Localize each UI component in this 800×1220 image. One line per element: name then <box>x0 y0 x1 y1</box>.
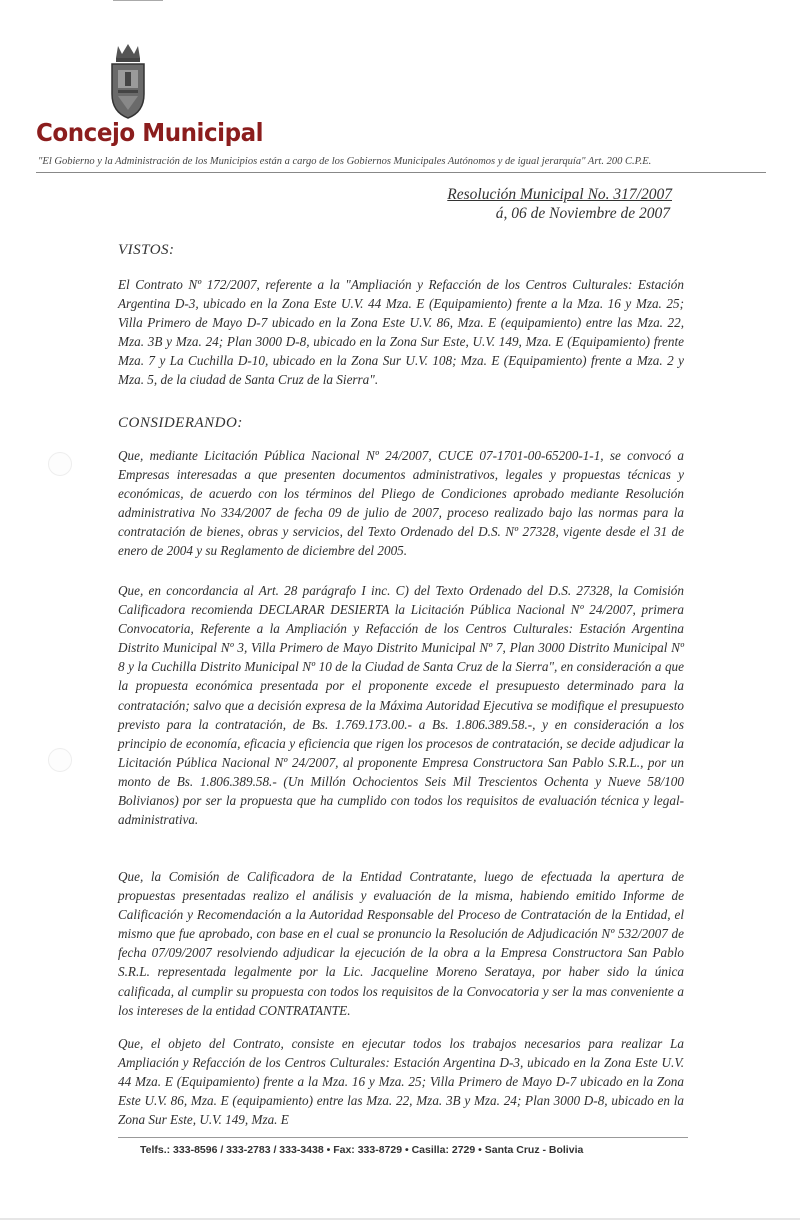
vistos-paragraph: El Contrato Nº 172/2007, referente a la "Ampliación y Refacción de los Centros Culturales: Estación Argentina D-3, ubicado en la Zona Este U.V. 44 Mza. E (Equipamiento) frente a la Mza. 16 y Mza. 25; Villa Primero de Mayo D-7 ubicado en la Zona Este U.V. 86, Mza. E (equipamiento) entre las Mza. 22, Mza. 3B y Mza. 24; Plan 3000 D-8, ubicado en la Zona Sur Este, U.V. 149, Mza. E (Equipamiento) frente Mza. 7 y La Cuchilla D-10, ubicado en la Zona Sur U.V. 108; Mza. E (Equipamiento) frente a Mza. 2 y Mza. 5, de la ciudad de Santa Cruz de la Sierra". <box>118 277 684 388</box>
resolution-number: Resolución Municipal No. 317/2007 <box>447 186 672 203</box>
considerando-paragraph-2: Que, en concordancia al Art. 28 parágrafo I inc. C) del Texto Ordenado del D.S. 27328, la Comisión Calificadora recomienda DECLARAR DESIERTA la Licitación Pública Nacional Nº 24/2007, primera Convocatoria, Referente a la Ampliación y Refacción de los Centros Culturales: Estación Argentina Distrito Municipal Nº 3, Villa Primero de Mayo Distrito Municipal Nº 7, Plan 3000 Distrito Municipal Nº 8 y la Cuchilla Distrito Municipal Nº 10 de la Ciudad de Santa Cruz de la Sierra", en consideración a que la propuesta económica presentada por el proponente excede el presupuesto determinado para la contratación; salvo que a decisión expresa de la Máxima Autoridad Ejecutiva se modifique el presupuesto previsto para la contratación, de Bs. 1.769.173.00.- a Bs. 1.806.389.58.-, y en consideración a los principio de economía, eficacia y eficiencia que rigen los procesos de contratación, se decide adjudicar la Licitación Pública Nacional Nº 24/2007, al proponente Empresa Constructora San Pablo S.R.L., por un monto de Bs. 1.806.389.58.- (Un Millón Ochocientos Seis Mil Trescientos Ochenta y Nueve 58/100 Bolivianos) por ser la propuesta que ha cumplido con todos los requisitos de evaluación técnica y legal-administrativa. <box>118 583 684 828</box>
considerando-heading: CONSIDERANDO: <box>118 415 243 431</box>
constitutional-motto: "El Gobierno y la Administración de los Municipios están a cargo de los Gobiernos Municipales Autónomos y de igual jerarquía" Art. 200 C.P.E. <box>38 156 652 167</box>
header-divider <box>36 172 766 173</box>
top-edge-line <box>113 0 163 1</box>
punch-hole <box>48 748 72 772</box>
vistos-heading: VISTOS: <box>118 242 175 258</box>
punch-hole <box>48 452 72 476</box>
municipal-crest-icon <box>106 42 150 122</box>
considerando-paragraph-1: Que, mediante Licitación Pública Nacional Nº 24/2007, CUCE 07-1701-00-65200-1-1, se convocó a Empresas interesadas a que presenten documentos administrativos, legales y propuestas técnicas y económicas, de acuerdo con los términos del Pliego de Condiciones aprobado mediante Resolución administrativa No 334/2007 de fecha 09 de julio de 2007, proceso realizado bajo las normas para la contratación de bienes, obras y servicios, del Texto Ordenado del D.S. Nº 27328, vigente desde el 31 de enero de 2004 y su Reglamento de diciembre del 2005. <box>118 448 684 559</box>
organization-name: Concejo Municipal <box>36 118 264 147</box>
considerando-paragraph-3: Que, la Comisión de Calificadora de la Entidad Contratante, luego de efectuada la apertura de propuestas presentadas realizo el análisis y evaluación de la misma, habiendo emitido Informe de Calificación y Recomendación a la Autoridad Responsable del Proceso de Contratación de la Entidad, el mismo que fue aprobado, con base en el cual se pronuncio la Resolución de Adjudicación Nº 532/2007 de fecha 07/09/2007 resolviendo adjudicar la ejecución de la obra a la Empresa Constructora San Pablo S.R.L. representada legalmente por la Lic. Jacqueline Moreno Serataya, por haber sido la única calificada, al cumplir su propuesta con todos los requisitos de la Convocatoria y ser la mas conveniente a los intereses de la entidad CONTRATANTE. <box>118 869 684 1018</box>
considerando-paragraph-4: Que, el objeto del Contrato, consiste en ejecutar todos los trabajos necesarios para realizar La Ampliación y Refacción de los Centros Culturales: Estación Argentina D-3, ubicado en la Zona Este U.V. 44 Mza. E (Equipamiento) frente a la Mza. 16 y Mza. 25; Villa Primero de Mayo D-7 ubicado en la Zona Este U.V. 86, Mza. E (equipamiento) entre las Mza. 22, Mza. 3B y Mza. 24; Plan 3000 D-8, ubicado en la Zona Sur Este, U.V. 149, Mza. E <box>118 1036 684 1128</box>
resolution-date: á, 06 de Noviembre de 2007 <box>495 205 670 222</box>
footer-divider <box>118 1137 688 1138</box>
footer-contact: Telfs.: 333-8596 / 333-2783 / 333-3438 • Fax: 333-8729 • Casilla: 2729 • Santa Cruz - Bolivia <box>140 1144 584 1156</box>
